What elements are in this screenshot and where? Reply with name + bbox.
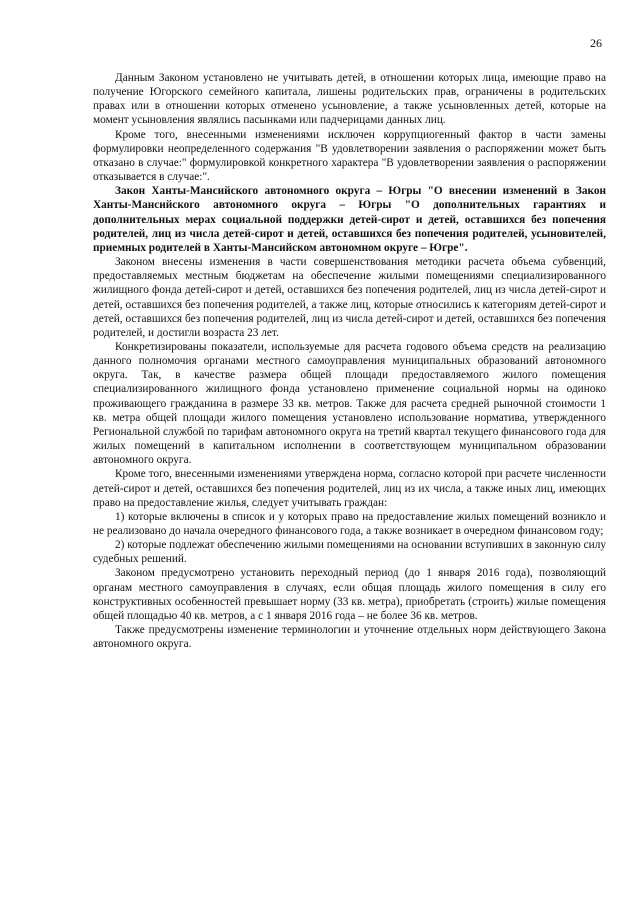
paragraph-1: Данным Законом установлено не учитывать детей, в отношении которых лица, имеющие право на получение Югорского семейного капитала, лишены родительских прав, ограничены в родительских правах или в отношении которых отменено усыновление, а также усыновленных детей, которые на момент усыновления являлись пасынками или падчерицами данных лиц. <box>93 72 606 127</box>
page-number: 26 <box>590 36 602 50</box>
paragraph-4: Конкретизированы показатели, используемые для расчета годового объема средств на реализацию данного полномочия органами местного самоуправления муниципальных образований автономного округа. Так, в качестве размера общей площади предоставляемого жилого помещения специализированного жилищного фонда установлено применение социальной нормы на одиноко проживающего гражданина в размере 33 кв. метров. Также для расчета средней рыночной стоимости 1 кв. метра общей площади жилого помещения установлено использование норматива, утвержденного Региональной службой по тарифам автономного округа на третий квартал текущего финансового года для жилых помещений в капитальном исполнении в соответствующем муниципальном образовании автономного округа. <box>93 340 606 467</box>
paragraph-6: Законом предусмотрено установить переходный период (до 1 января 2016 года), позволяющий органам местного самоуправления в случаях, если общая площадь жилого помещения в силу его конструктивных особенностей превышает норму (33 кв. метра), приобретать (строить) жилые помещения общей площадью 40 кв. метров, а с 1 января 2016 года – не более 36 кв. метров. <box>93 567 606 622</box>
paragraph-5: Кроме того, внесенными изменениями утверждена норма, согласно которой при расчете численности детей-сирот и детей, оставшихся без попечения родителей, лиц из их числа, а также иных лиц, имеющих право на предоставление жилья, следует учитывать граждан: <box>93 468 606 509</box>
document-body <box>93 71 606 651</box>
list-item-1: 1) которые включены в список и у которых право на предоставление жилых помещений возникло и не реализовано до начала очередного финансового года, а также возникает в очередном финансовом году; <box>93 510 606 537</box>
paragraph-2: Кроме того, внесенными изменениями исключен коррупциогенный фактор в части замены формулировки неопределенного содержания "В удовлетворении заявления о распоряжении может быть отказано в случае:" формулировкой конкретного характера "В удовлетворении заявления о распоряжении отказывается в случае:". <box>93 128 606 184</box>
law-title-heading: Закон Ханты-Мансийского автономного округа – Югры "О внесении изменений в Закон Ханты-Мансийского автономного округа – Югры "О дополнительных гарантиях и дополнительных мерах социальной поддержки детей-сирот и детей, оставшихся без попечения родителей, лиц из числа детей-сирот и детей, оставшихся без попечения родителей, усыновителей, приемных родителей в Ханты-Мансийском автономном округе – Югре". <box>93 185 606 254</box>
paragraph-3: Законом внесены изменения в части совершенствования методики расчета объема субвенций, предоставляемых местным бюджетам на обеспечение жилыми помещениями специализированного жилищного фонда детей-сирот и детей, оставшихся без попечения родителей, лиц из числа детей-сирот и детей, оставшихся без попечения родителей, а также лиц, которые относились к категориям детей-сирот и детей, оставшихся без попечения родителей, лиц из числа детей-сирот и детей, оставшихся без попечения родителей, и достигли возраста 23 лет. <box>93 256 606 339</box>
list-item-2: 2) которые подлежат обеспечению жилыми помещениями на основании вступивших в законную силу судебных решений. <box>93 539 606 566</box>
paragraph-7: Также предусмотрены изменение терминологии и уточнение отдельных норм действующего Закона автономного округа. <box>93 624 606 651</box>
